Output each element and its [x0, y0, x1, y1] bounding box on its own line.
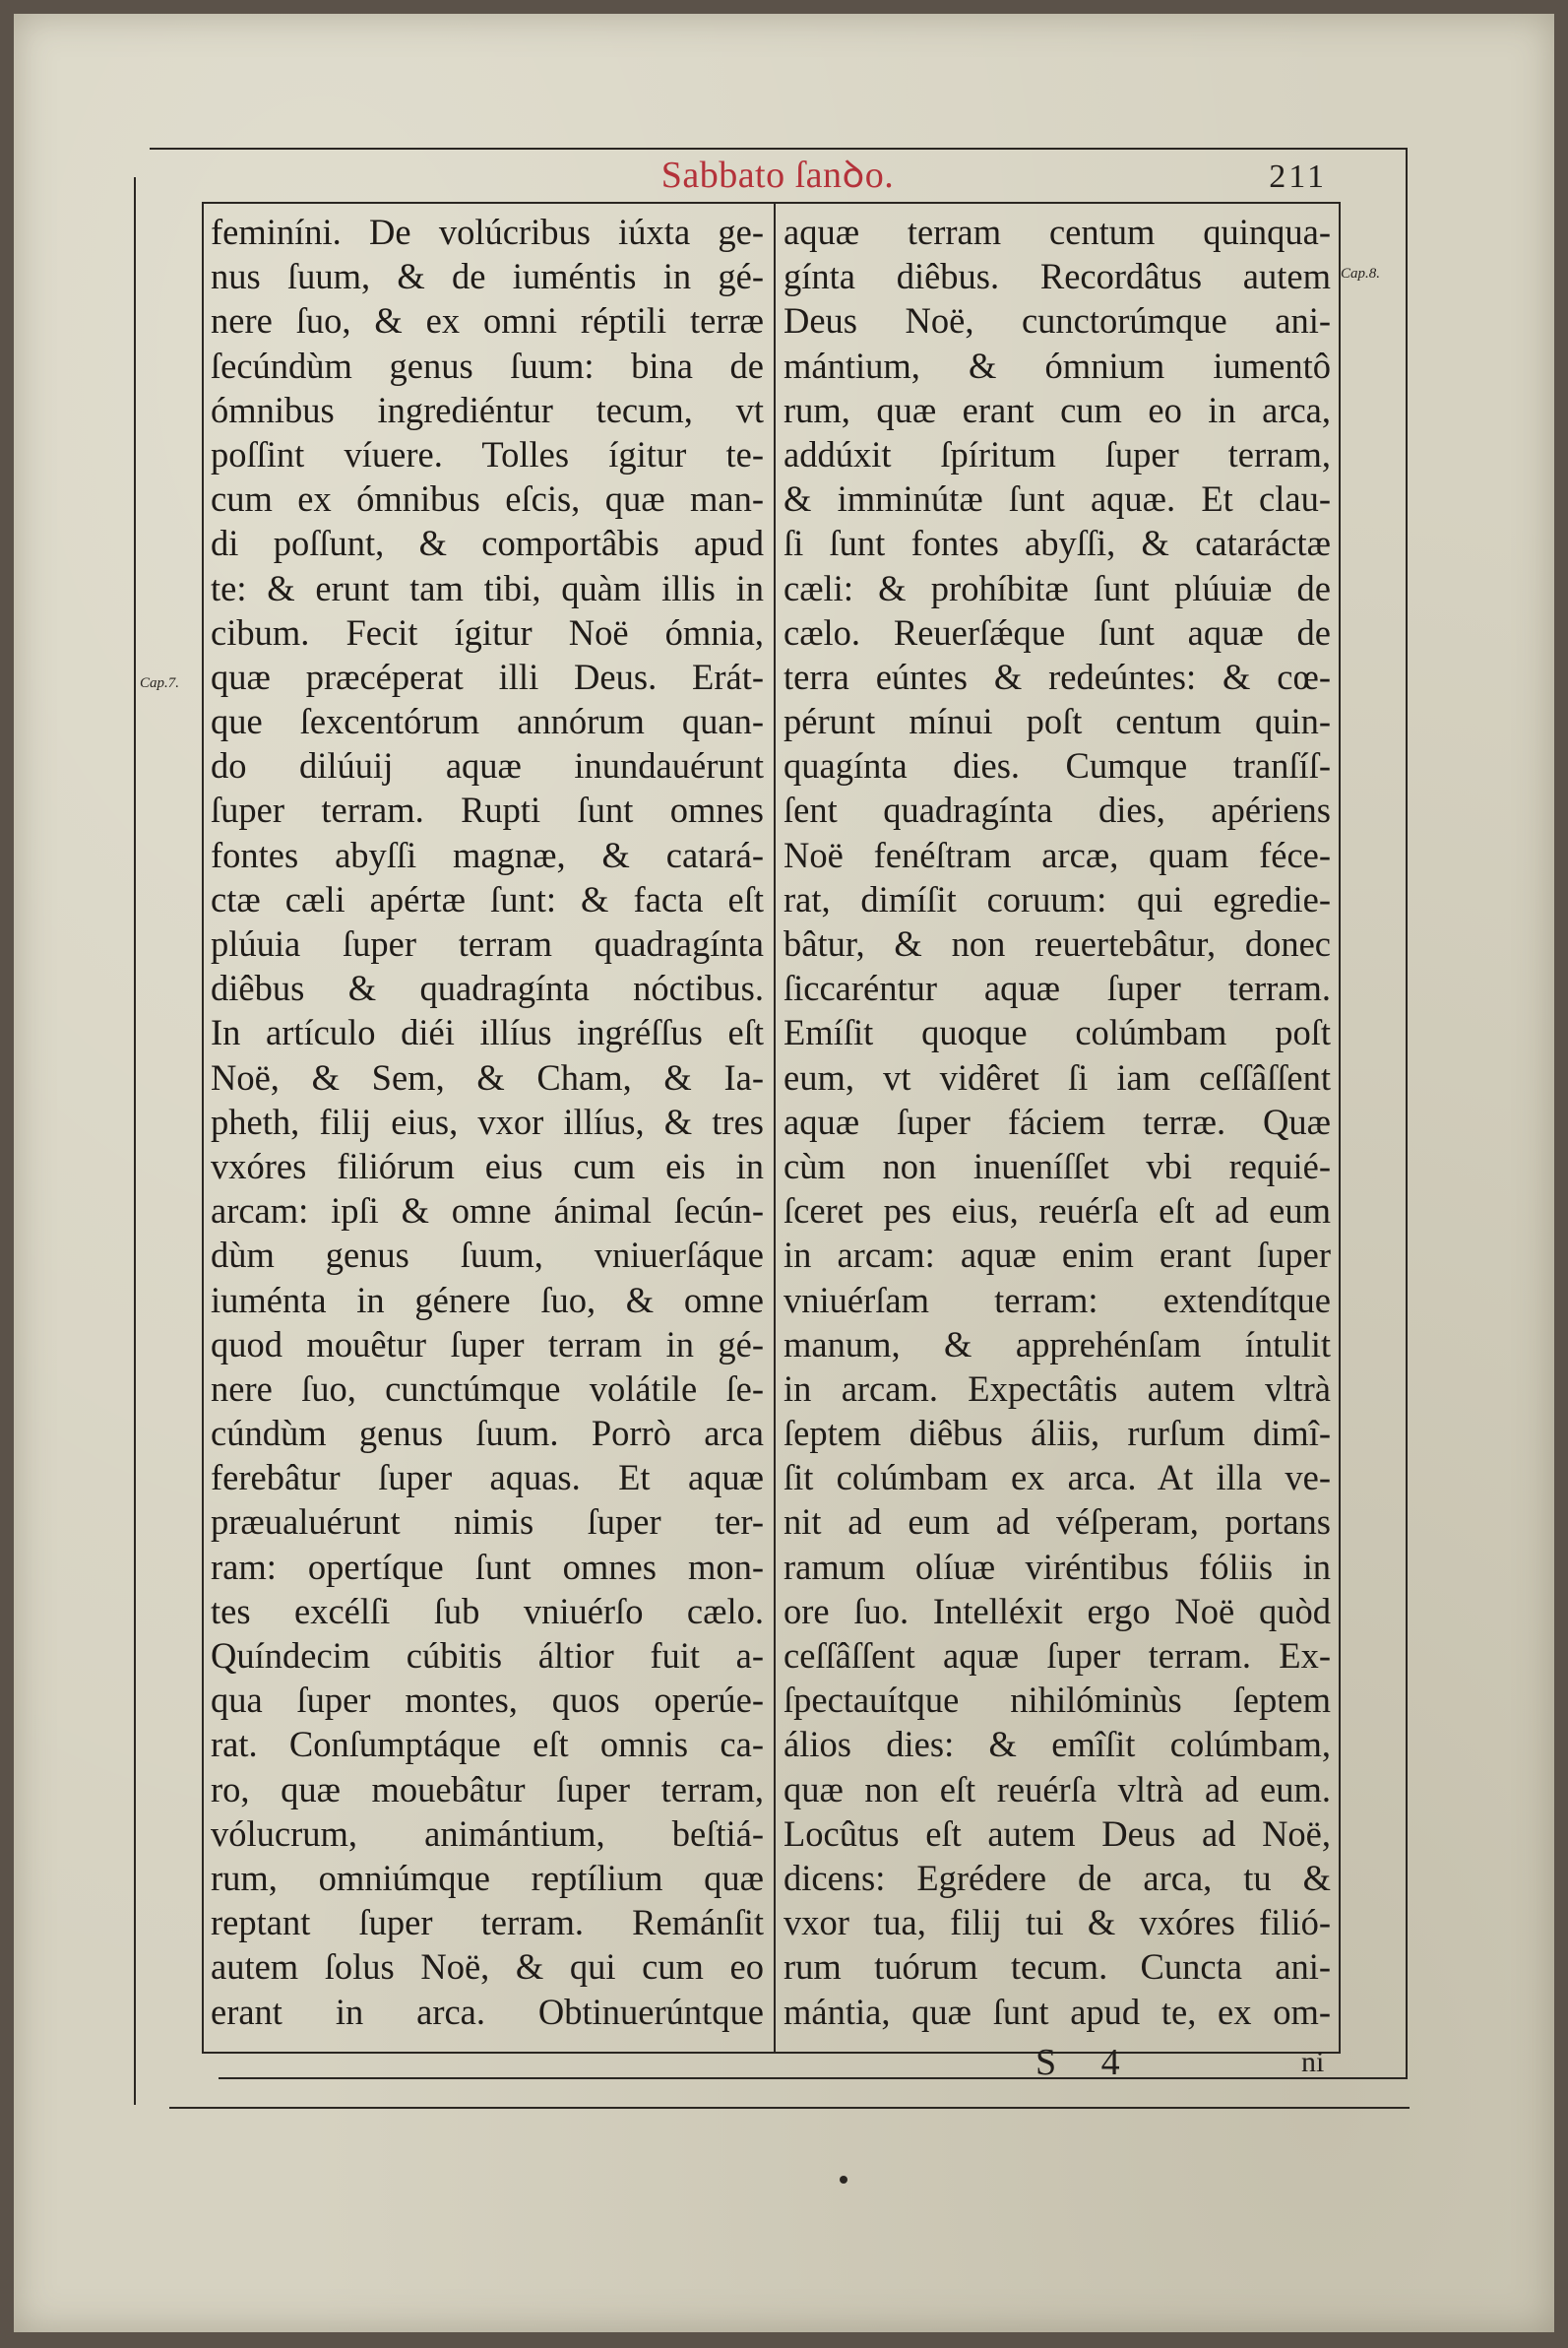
text-line: bâtur, & non reuertebâtur, donec [784, 923, 1331, 964]
text-top-rule [202, 202, 1341, 204]
text-line: qua ſuper montes, quos operúe- [211, 1680, 764, 1721]
text-line: ſiccaréntur aquæ ſuper terram. [784, 968, 1331, 1009]
text-line: cúndùm genus ſuum. Porrò arca [211, 1413, 764, 1454]
text-line: Emíſit quoque colúmbam poſt [784, 1012, 1331, 1053]
text-line: cibum. Fecit ígitur Noë ómnia, [211, 611, 764, 653]
text-bottom-rule [202, 2052, 1341, 2054]
text-line: nus ſuum, & de iuméntis in gé- [211, 256, 764, 297]
text-line: ferebâtur ſuper aquas. Et aquæ [211, 1457, 764, 1498]
text-line: ſit colúmbam ex arca. At illa ve- [784, 1457, 1331, 1498]
text-line: rat, dimíſit coruum: qui egredie- [784, 878, 1331, 920]
text-line: cùm non inueníſſet vbi requié- [784, 1145, 1331, 1186]
foot-rule [169, 2107, 1410, 2109]
margin-note-left: Cap.7. [140, 675, 180, 691]
text-line: vxor tua, filij tui & vxóres filió- [784, 1902, 1331, 1943]
signature-mark: S 4 [1035, 2042, 1138, 2083]
inner-left-rule [202, 202, 204, 2053]
inner-right-rule [1339, 202, 1341, 2053]
text-line: eum, vt vidêret ſi iam ceſſâſſent [784, 1056, 1331, 1098]
text-line: vxóres filiórum eius cum eis in [211, 1145, 764, 1186]
text-line: ſceret pes eius, reuérſa eſt ad eum [784, 1190, 1331, 1232]
text-line: mántium, & ómnium iumentô [784, 345, 1331, 386]
catchword: ni [1301, 2046, 1325, 2078]
ink-speck [840, 2176, 847, 2184]
text-line: erant in arca. Obtinuerúntque [211, 1991, 764, 2032]
text-line: pheth, filij eius, vxor illíus, & tres [211, 1101, 764, 1142]
text-line: cum ex ómnibus eſcis, quæ man- [211, 478, 764, 520]
text-line: reptant ſuper terram. Remánſit [211, 1902, 764, 1943]
text-line: Noë, & Sem, & Cham, & Ia- [211, 1056, 764, 1098]
text-line: ſeptem diêbus áliis, rurſum dimî- [784, 1413, 1331, 1454]
text-line: ore ſuo. Intelléxit ergo Noë quòd [784, 1590, 1331, 1631]
text-line: álios dies: & emîſit colúmbam, [784, 1724, 1331, 1765]
text-line: ſuper terram. Rupti ſunt omnes [211, 790, 764, 831]
text-line: vólucrum, animántium, beſtiá- [211, 1812, 764, 1854]
text-line: rum tuórum tecum. Cuncta ani- [784, 1946, 1331, 1988]
text-line: in arcam. Expectâtis autem vltrà [784, 1367, 1331, 1409]
text-line: manum, & apprehénſam íntulit [784, 1323, 1331, 1364]
text-line: dùm genus ſuum, vniuerſáque [211, 1235, 764, 1276]
right-text-column [784, 210, 1331, 2034]
text-line: rat. Conſumptáque eſt omnis ca- [211, 1724, 764, 1765]
left-text-column [211, 210, 764, 2034]
text-line: quod mouêtur ſuper terram in gé- [211, 1323, 764, 1364]
text-line: Quíndecim cúbitis áltior fuit a- [211, 1635, 764, 1676]
text-line: cælo. Reuerſǽque ſunt aquæ de [784, 611, 1331, 653]
header-rule [150, 148, 1408, 150]
text-line: feminíni. De volúcribus iúxta ge- [211, 212, 764, 252]
text-line: ómnibus ingrediéntur tecum, vt [211, 389, 764, 430]
text-line: diêbus & quadragínta nóctibus. [211, 968, 764, 1009]
text-line: plúuia ſuper terram quadragínta [211, 923, 764, 964]
text-line: te: & erunt tam tibi, quàm illis in [211, 567, 764, 608]
text-line: fontes abyſſi magnæ, & catará- [211, 834, 764, 875]
left-frame-rule [134, 177, 136, 2105]
text-line: Noë fenéſtram arcæ, quam féce- [784, 834, 1331, 875]
text-line: nere ſuo, & ex omni réptili terræ [211, 300, 764, 342]
text-line: nere ſuo, cunctúmque volátile ſe- [211, 1367, 764, 1409]
text-line: dicens: Egrédere de arca, tu & [784, 1857, 1331, 1898]
text-line: ramum olíuæ viréntibus fóliis in [784, 1546, 1331, 1587]
text-line: aquæ ſuper fáciem terræ. Quæ [784, 1101, 1331, 1142]
column-divider-rule [774, 202, 776, 2053]
text-line: rum, quæ erant cum eo in arca, [784, 389, 1331, 430]
text-line: rum, omniúmque reptílium quæ [211, 1857, 764, 1898]
text-line: quæ non eſt reuérſa vltrà ad eum. [784, 1768, 1331, 1809]
outer-bottom-rule [219, 2077, 1408, 2079]
text-line: arcam: ipſi & omne ánimal ſecún- [211, 1190, 764, 1232]
text-line: in arcam: aquæ enim erant ſuper [784, 1235, 1331, 1276]
folio-number: 211 [1269, 159, 1327, 195]
text-line: aquæ terram centum quinqua- [784, 212, 1331, 252]
margin-note-right: Cap.8. [1341, 266, 1381, 282]
text-line: gínta diêbus. Recordâtus autem [784, 256, 1331, 297]
text-line: ro, quæ mouebâtur ſuper terram, [211, 1768, 764, 1809]
text-line: iuménta in génere ſuo, & omne [211, 1279, 764, 1320]
text-line: præualuérunt nimis ſuper ter- [211, 1501, 764, 1543]
text-line: Deus Noë, cunctorúmque ani- [784, 300, 1331, 342]
text-line: que ſexcentórum annórum quan- [211, 701, 764, 742]
text-line: autem ſolus Noë, & qui cum eo [211, 1946, 764, 1988]
text-line: In artículo diéi illíus ingréſſus eſt [211, 1012, 764, 1053]
text-line: cæli: & prohíbitæ ſunt plúuiæ de [784, 567, 1331, 608]
text-line: do dilúuij aquæ inundauérunt [211, 745, 764, 787]
text-line: quagínta dies. Cumque tranſíſ- [784, 745, 1331, 787]
text-line: ſecúndùm genus ſuum: bina de [211, 345, 764, 386]
text-line: pérunt mínui poſt centum quin- [784, 701, 1331, 742]
text-line: mántia, quæ ſunt apud te, ex om- [784, 1991, 1331, 2032]
text-line: di poſſunt, & comportâbis apud [211, 523, 764, 564]
text-line: quæ præcéperat illi Deus. Erát- [211, 656, 764, 697]
text-line: ſi ſunt fontes abyſſi, & cataráctæ [784, 523, 1331, 564]
text-line: ſpectauítque nihilóminùs ſeptem [784, 1680, 1331, 1721]
text-line: tes excélſi ſub vniuérſo cælo. [211, 1590, 764, 1631]
text-line: & imminútæ ſunt aquæ. Et clau- [784, 478, 1331, 520]
right-frame-rule [1406, 150, 1408, 2079]
text-line: terra eúntes & redeúntes: & cœ- [784, 656, 1331, 697]
text-line: vniuérſam terram: extendítque [784, 1279, 1331, 1320]
text-line: nit ad eum ad véſperam, portans [784, 1501, 1331, 1543]
text-line: ctæ cæli apértæ ſunt: & facta eſt [211, 878, 764, 920]
text-line: Locûtus eſt autem Deus ad Noë, [784, 1812, 1331, 1854]
text-line: poſſint víuere. Tolles ígitur te- [211, 433, 764, 475]
text-line: ceſſâſſent aquæ ſuper terram. Ex- [784, 1635, 1331, 1676]
text-line: addúxit ſpíritum ſuper terram, [784, 433, 1331, 475]
text-line: ram: opertíque ſunt omnes mon- [211, 1546, 764, 1587]
running-head-title: Sabbato ſanꝺo. [660, 155, 895, 196]
text-line: ſent quadragínta dies, apériens [784, 790, 1331, 831]
